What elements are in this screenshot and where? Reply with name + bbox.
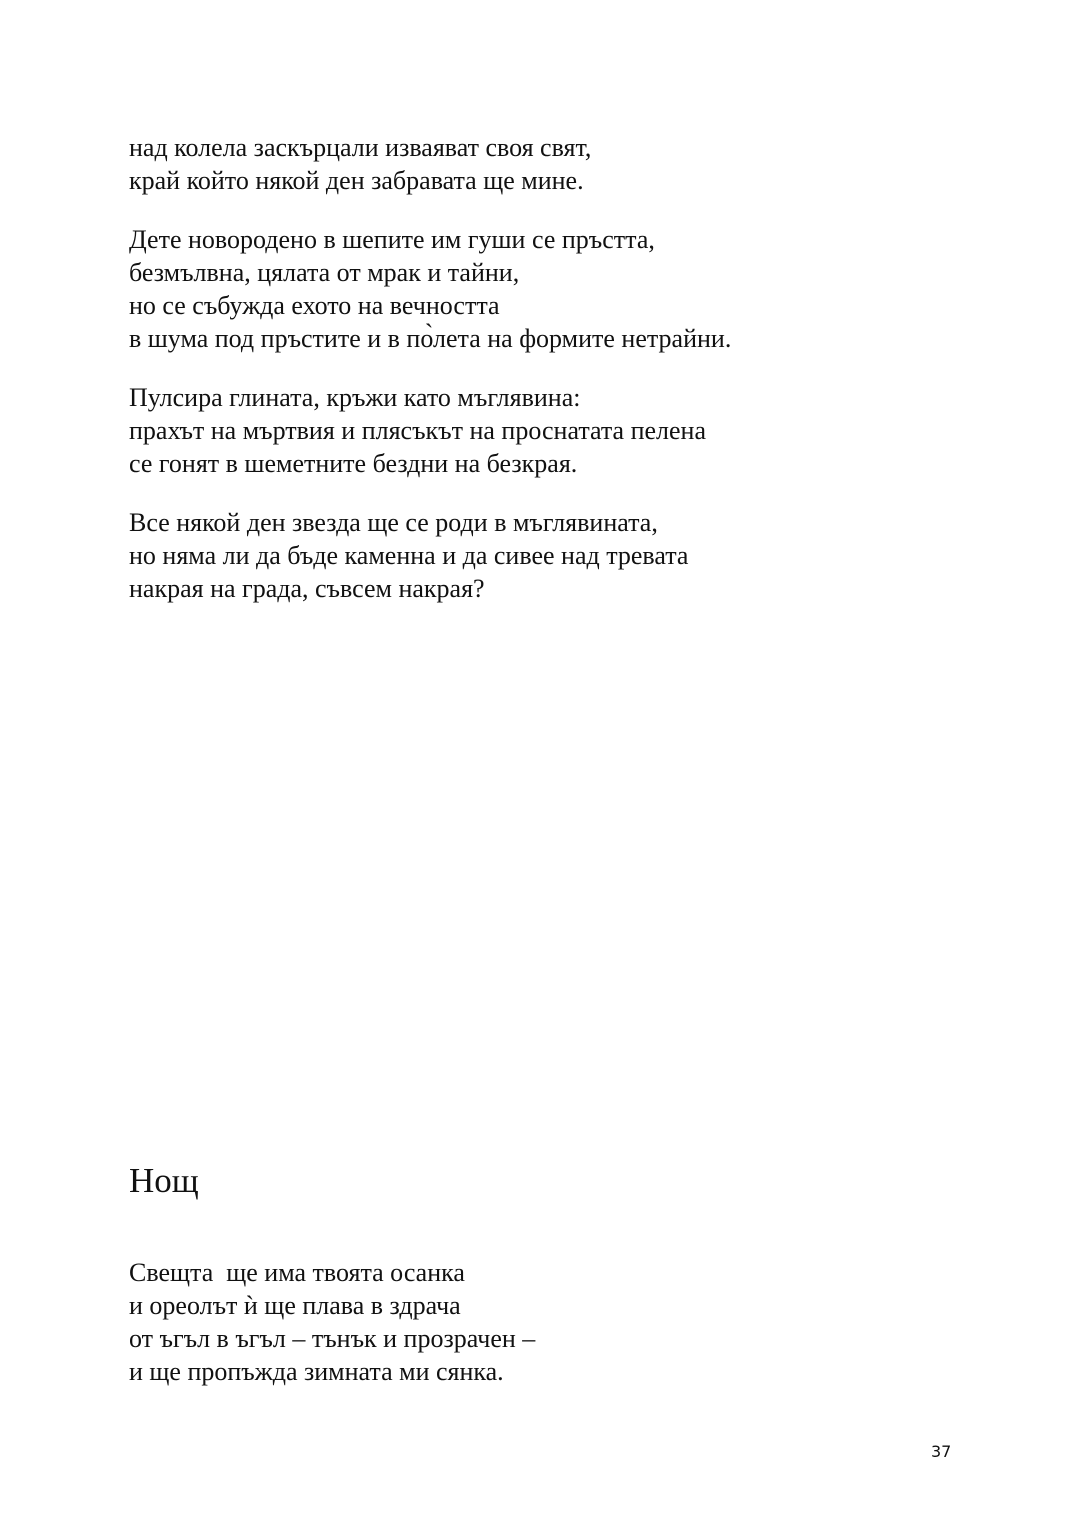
- verse-line: прахът на мъртвия и плясъкът на проснатата пелена: [129, 416, 707, 445]
- verse-line: но се събужда ехото на вечността: [129, 291, 500, 320]
- stanza: [129, 131, 591, 197]
- verse-line: но няма ли да бъде каменна и да сивее над тревата: [129, 541, 689, 570]
- poem-title: Нощ: [129, 1161, 199, 1200]
- verse-line: накрая на града, съвсем накрая?: [129, 574, 485, 603]
- stanza: [129, 381, 706, 480]
- stanza: [129, 223, 731, 355]
- verse-line: в шума под пръстите и в по̀лета на формите нетрайни.: [129, 324, 732, 353]
- stanza: [129, 506, 688, 605]
- verse-line: се гонят в шеметните бездни на безкрая.: [129, 449, 578, 478]
- verse-line: Пулсира глината, кръжи като мъглявина:: [129, 383, 581, 412]
- verse-line: Все някой ден звезда ще се роди в мъглявината,: [129, 508, 658, 537]
- stanza: [129, 1256, 535, 1388]
- verse-line: от ъгъл в ъгъл – тънък и прозрачен –: [129, 1324, 536, 1353]
- verse-line: и ореолът ѝ ще плава в здрача: [129, 1291, 461, 1320]
- verse-line: Дете новородено в шепите им гуши се пръстта,: [129, 225, 655, 254]
- verse-line: Свещта ще има твоята осанка: [129, 1258, 465, 1287]
- verse-line: безмълвна, цялата от мрак и тайни,: [129, 258, 520, 287]
- verse-line: над колела заскърцали изваяват своя свят,: [129, 133, 592, 162]
- verse-line: и ще пропъжда зимната ми сянка.: [129, 1357, 504, 1386]
- verse-line: край който някой ден забравата ще мине.: [129, 166, 584, 195]
- page-number: 37: [931, 1442, 952, 1461]
